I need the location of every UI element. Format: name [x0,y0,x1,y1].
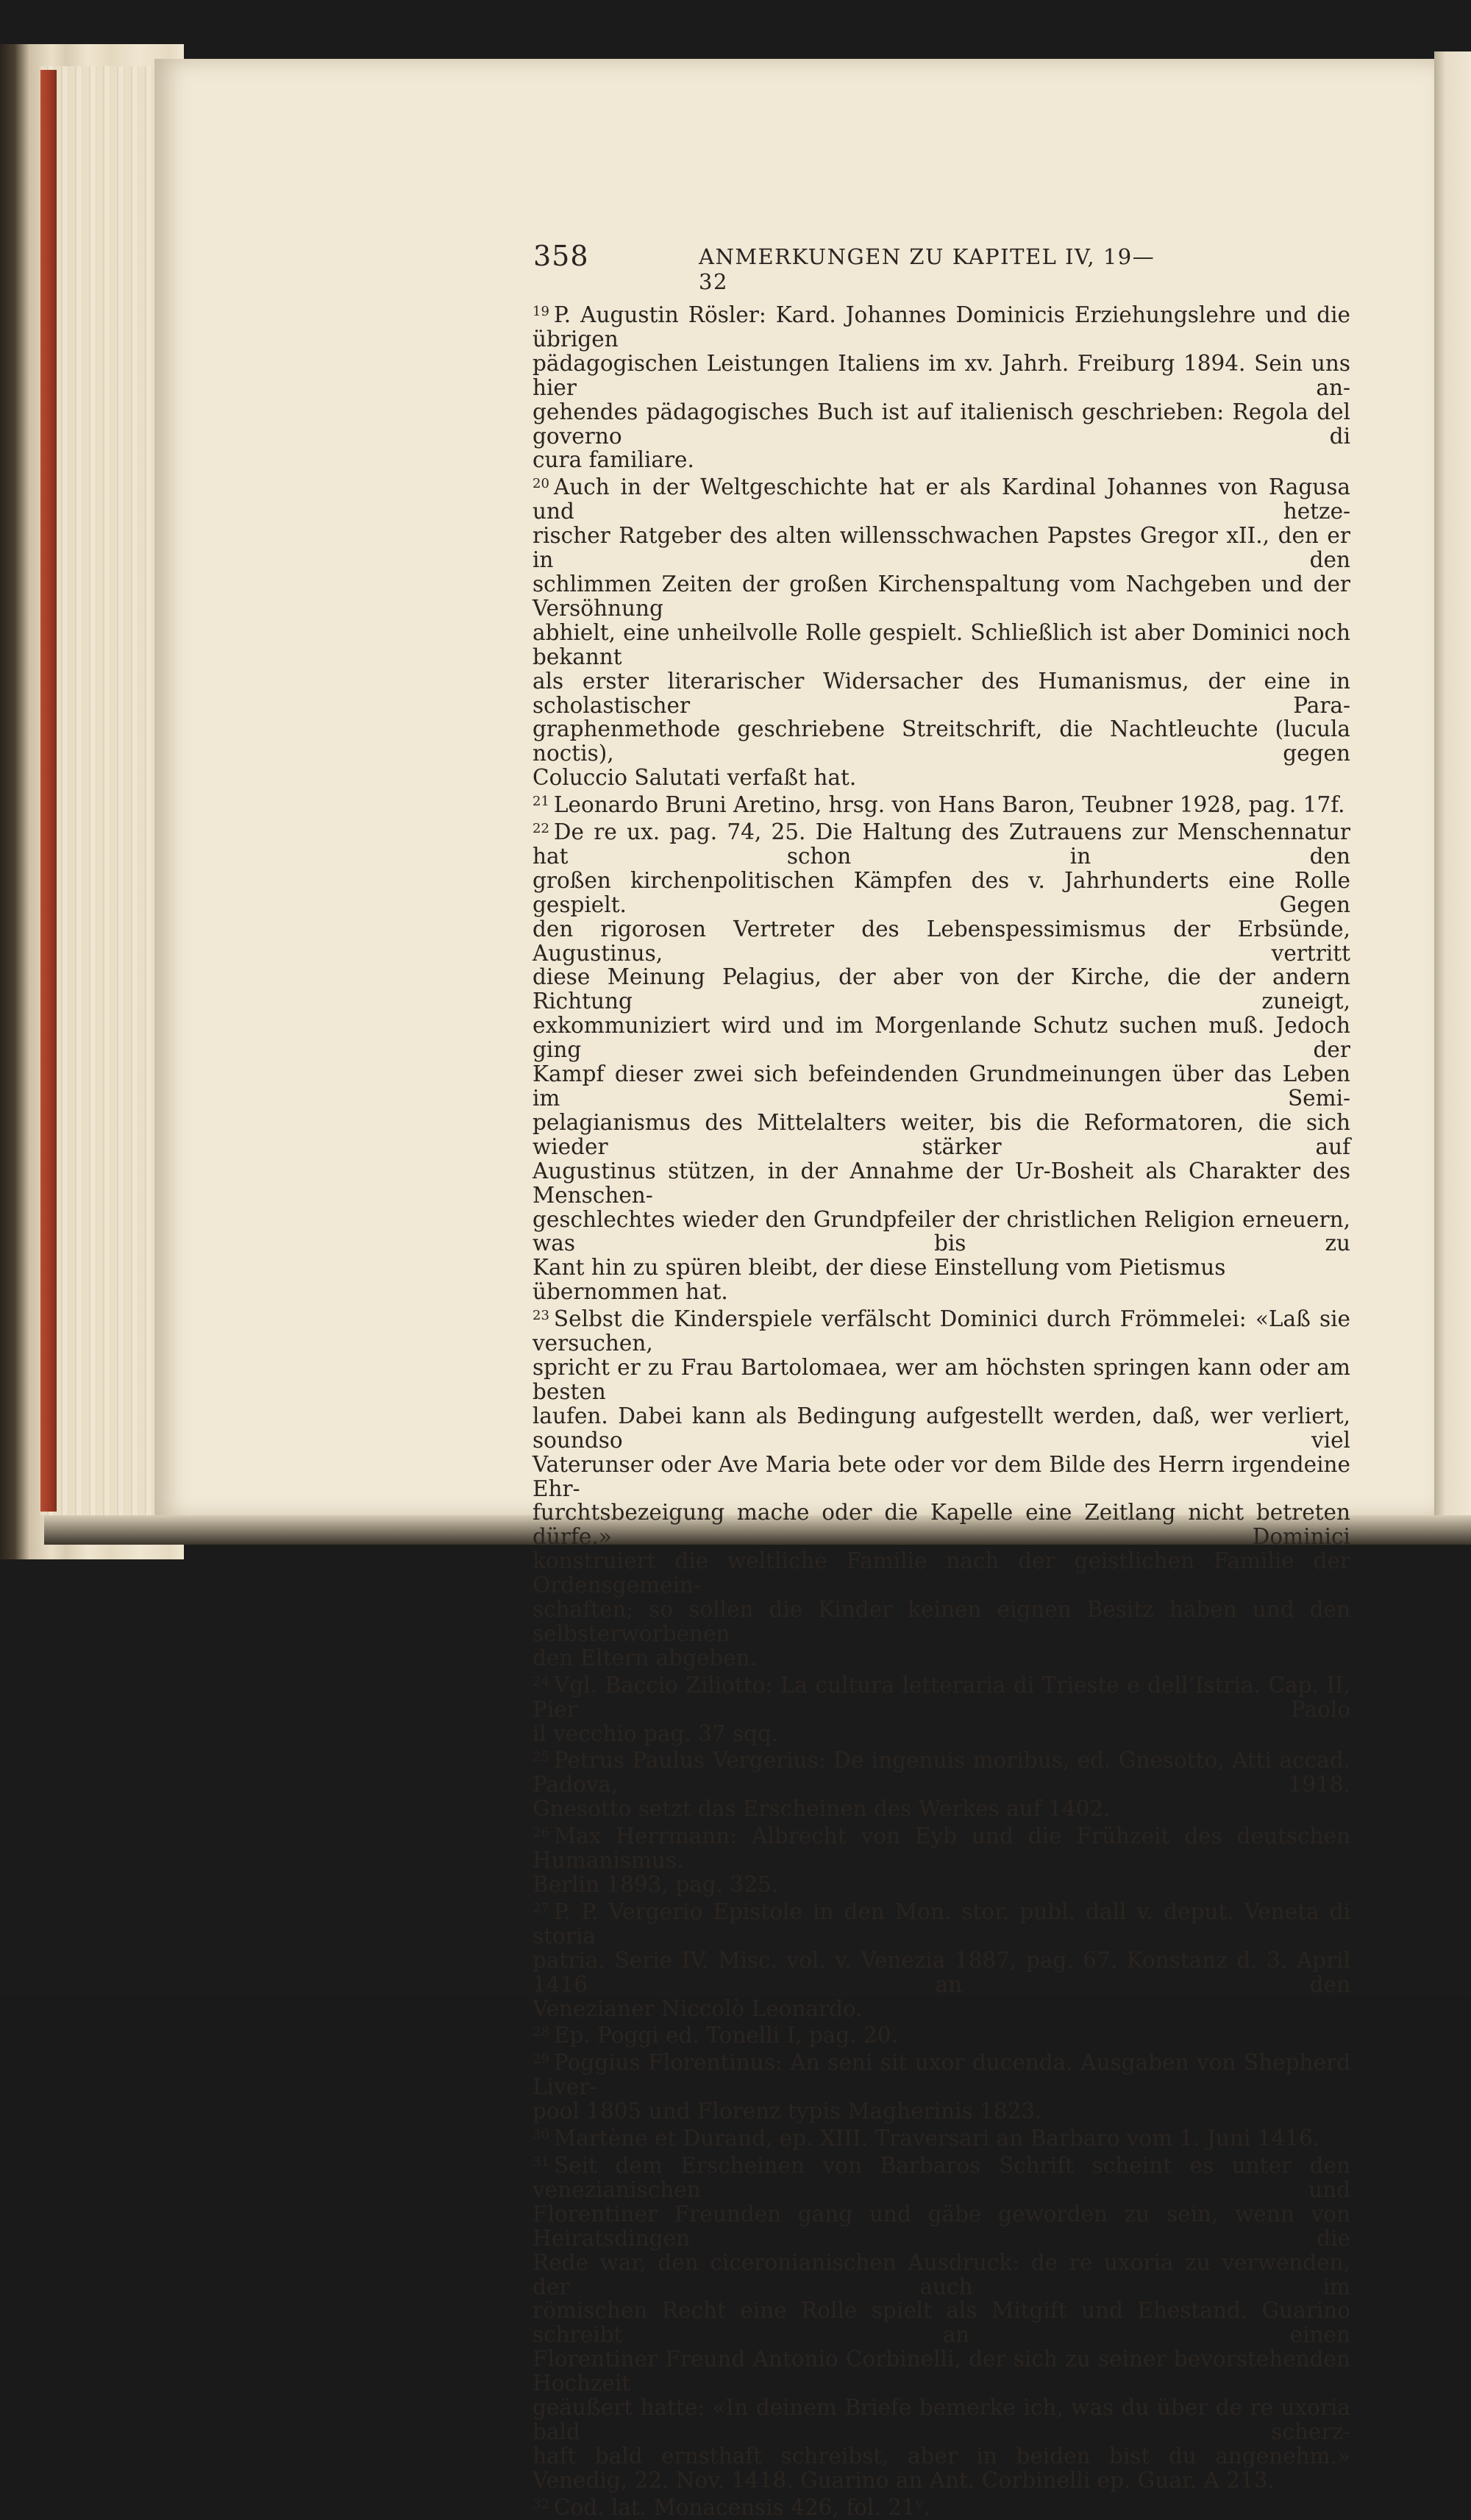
footnote-number: 24 [533,1673,549,1690]
footnote-number: 25 [533,1749,549,1765]
footnote-29 [533,2048,1350,2124]
footnote-22 [533,817,1350,1304]
footnote-line: Gnesotto setzt das Erscheinen des Werkes auf 1402. [533,1796,1111,1822]
footnote-line: diese Meinung Pelagius, der aber von der Kirche, die der andern Richtung zuneigt, [533,964,1350,1014]
footnote-line: Kampf dieser zwei sich befeindenden Grundmeinungen über das Leben im Semi- [533,1061,1350,1111]
footnote-line: cura familiare. [533,447,694,473]
footnote-25 [533,1745,1350,1821]
footnote-line: $^{31}$ Seit dem Erscheinen von Barbaros Schrift scheint es unter den venezianischen und [533,2152,1350,2202]
footnote-number: 20 [533,476,549,492]
footnote-28 [533,2021,1350,2048]
footnote-line: $^{19}$ P. Augustin Rösler: Kard. Johannes Dominicis Erziehungslehre und die übrigen [533,302,1350,352]
footnote-line: $^{30}$ Martène et Durand, ep. XIII. Traversari an Barbaro vom 1. Juni 1416. [533,2126,1320,2151]
footnote-line: großen kirchenpolitischen Kämpfen des v. Jahrhunderts eine Rolle gespielt. Gegen [533,867,1350,917]
footnote-line: $^{25}$ Petrus Paulus Vergerius: De ingenuis moribus, ed. Gnesotto, Atti accad. Padova, 1918. [533,1748,1350,1798]
footnote-line: geschlechtes wieder den Grundpfeiler der christlichen Religion erneuern, was bis zu [533,1206,1350,1256]
footnote-line: den rigorosen Vertreter des Lebenspessimismus der Erbsünde, Augustinus, vertritt [533,916,1350,966]
footnote-line: spricht er zu Frau Bartolomaea, wer am höchsten springen kann oder am besten [533,1354,1350,1404]
footnote-line: $^{20}$ Auch in der Weltgeschichte hat er als Kardinal Johannes von Ragusa und hetze- [533,474,1350,524]
footnote-line: pool 1805 und Florenz typis Magherinis 1823. [533,2099,1042,2124]
footnote-line: $^{27}$ P. P. Vergerio Epistole in den Mon. stor. publ. dall v. deput. Veneta di storia [533,1898,1350,1948]
footnote-line: $^{29}$ Poggius Florentinus: An seni sit uxor ducenda. Ausgaben von Shepherd Liver- [533,2050,1350,2100]
footnote-30 [533,2124,1350,2151]
footnote-31 [533,2151,1350,2493]
footnote-line: geäußert hatte: «In deinem Briefe bemerke ich, was du über de re uxoria bald scherz- [533,2395,1350,2444]
page-header [533,240,1180,294]
footnote-number: 27 [533,1900,549,1916]
footnote-number: 31 [533,2154,549,2170]
page-number: 358 [533,240,589,272]
footnote-27 [533,1897,1350,2021]
footnote-line: als erster literarischer Widersacher des Humanismus, der eine in scholastischer Para- [533,668,1350,718]
footnote-line: Coluccio Salutati verfaßt hat. [533,765,857,791]
footnote-number: 28 [533,2024,549,2040]
footnote-line: schlimmen Zeiten der großen Kirchenspaltung vom Nachgeben und der Versöhnung [533,571,1350,621]
footnote-number: 23 [533,1308,549,1324]
footnote-line: patria. Serie IV. Misc. vol. v. Venezia 1887, pag. 67. Konstanz d. 3. April 1416 an den [533,1947,1350,1997]
running-title: ANMERKUNGEN ZU KAPITEL IV, 19—32 [699,244,1155,294]
footnote-23 [533,1304,1350,1670]
footnote-line: Berlin 1893, pag. 325. [533,1872,779,1897]
footnote-line: laufen. Dabei kann als Bedingung aufgestellt werden, daß, wer verliert, soundso viel [533,1403,1350,1453]
footnote-line: den Eltern abgeben. [533,1645,758,1670]
red-page-edge [40,70,57,1512]
footnote-line: schaften; so sollen die Kinder keinen eignen Besitz haben und den selbsterworbenen [533,1597,1350,1646]
footnote-line: exkommuniziert wird und im Morgenlande Schutz suchen muß. Jedoch ging der [533,1013,1350,1063]
footnote-line: il vecchio pag. 37 sqq. [533,1720,779,1746]
footnote-number: 32 [533,2496,549,2512]
footnote-20 [533,472,1350,790]
footnote-line: graphenmethode geschriebene Streitschrift, die Nachtleuchte (lucula noctis), gegen [533,716,1350,766]
footnote-19 [533,300,1350,472]
footnote-line: Vaterunser oder Ave Maria bete oder vor dem Bilde des Herrn irgendeine Ehr- [533,1451,1350,1501]
footnote-line: Florentiner Freund Antonio Corbinelli, der sich zu seiner bevorstehenden Hochzeit [533,2346,1350,2396]
footnote-number: 26 [533,1825,549,1841]
footnote-line: $^{23}$ Selbst die Kinderspiele verfälscht Dominici durch Frömmelei: «Laß sie versuchen, [533,1306,1350,1356]
footnote-line: Florentiner Freunden gang und gäbe geworden zu sein, wenn von Heiratsdingen die [533,2201,1350,2251]
footnote-line: furchtsbezeigung mache oder die Kapelle eine Zeitlang nicht betreten dürfe.» Dominici [533,1500,1350,1550]
footnote-line: Rede war, den ciceronianischen Ausdruck: de re uxoria zu verwenden, der auch im [533,2249,1350,2299]
footnote-line: $^{22}$ De re ux. pag. 74, 25. Die Haltung des Zutrauens zur Menschennatur hat schon in den [533,819,1350,869]
footnote-number: 19 [533,304,549,319]
footnote-line: $^{26}$ Max Herrmann: Albrecht von Eyb und die Frühzeit des deutschen Humanismus. [533,1823,1350,1873]
footnote-number: 22 [533,821,549,837]
footnote-line: $^{24}$ Vgl. Baccio Ziliotto: La cultura letteraria di Trieste e dell’Istria. Cap. II, Pier Paolo [533,1672,1350,1722]
footnote-number: 29 [533,2051,549,2068]
footnotes-body [533,300,1350,2520]
facing-page-edge [1434,51,1471,1523]
footnote-line: römischen Recht eine Rolle spielt als Mitgift und Ehestand. Guarino schreibt an einen [533,2298,1350,2348]
footnote-26 [533,1821,1350,1897]
footnote-line: pädagogischen Leistungen Italiens im xv. Jahrh. Freiburg 1894. Sein uns hier an- [533,350,1350,400]
footnote-line: konstruiert die weltliche Familie nach der geistlichen Familie der Ordensgemein- [533,1548,1350,1598]
footnote-line: gehendes pädagogisches Buch ist auf italienisch geschrieben: Regola del governo di [533,399,1350,449]
footnote-21 [533,790,1350,817]
footnote-line: pelagianismus des Mittelalters weiter, bis die Reformatoren, die sich wieder stärker auf [533,1109,1350,1159]
footnote-line: $^{32}$ Cod. lat. Monacensis 426, fol. 21ᵛ. [533,2494,930,2520]
footnote-line: rischer Ratgeber des alten willensschwachen Papstes Gregor xII., den er in den [533,523,1350,573]
footnote-line: $^{21}$ Leonardo Bruni Aretino, hrsg. von Hans Baron, Teubner 1928, pag. 17f. [533,792,1345,818]
footnote-line: Venezianer Niccolò Leonardo. [533,1996,863,2021]
footnote-number: 21 [533,794,549,810]
footnote-24 [533,1670,1350,1746]
footnote-line: Venedig, 22. Nov. 1418. Guarino an Ant. Corbinelli ep. Guar. A 213. [533,2467,1275,2493]
footnote-number: 30 [533,2127,549,2143]
footnote-32 [533,2493,1350,2520]
footnote-line: abhielt, eine unheilvolle Rolle gespielt. Schließlich ist aber Dominici noch bekannt [533,619,1350,669]
footnote-line: Kant hin zu spüren bleibt, der diese Einstellung vom Pietismus übernommen hat. [533,1255,1226,1305]
footnote-line: Augustinus stützen, in der Annahme der Ur-Bosheit als Charakter des Menschen- [533,1158,1350,1208]
footnote-line: $^{28}$ Ep. Poggi ed. Tonelli I, pag. 20. [533,2023,898,2049]
footnote-line: haft bald ernsthaft schreibst, aber in beiden bist du angenehm.» [533,2443,1350,2469]
